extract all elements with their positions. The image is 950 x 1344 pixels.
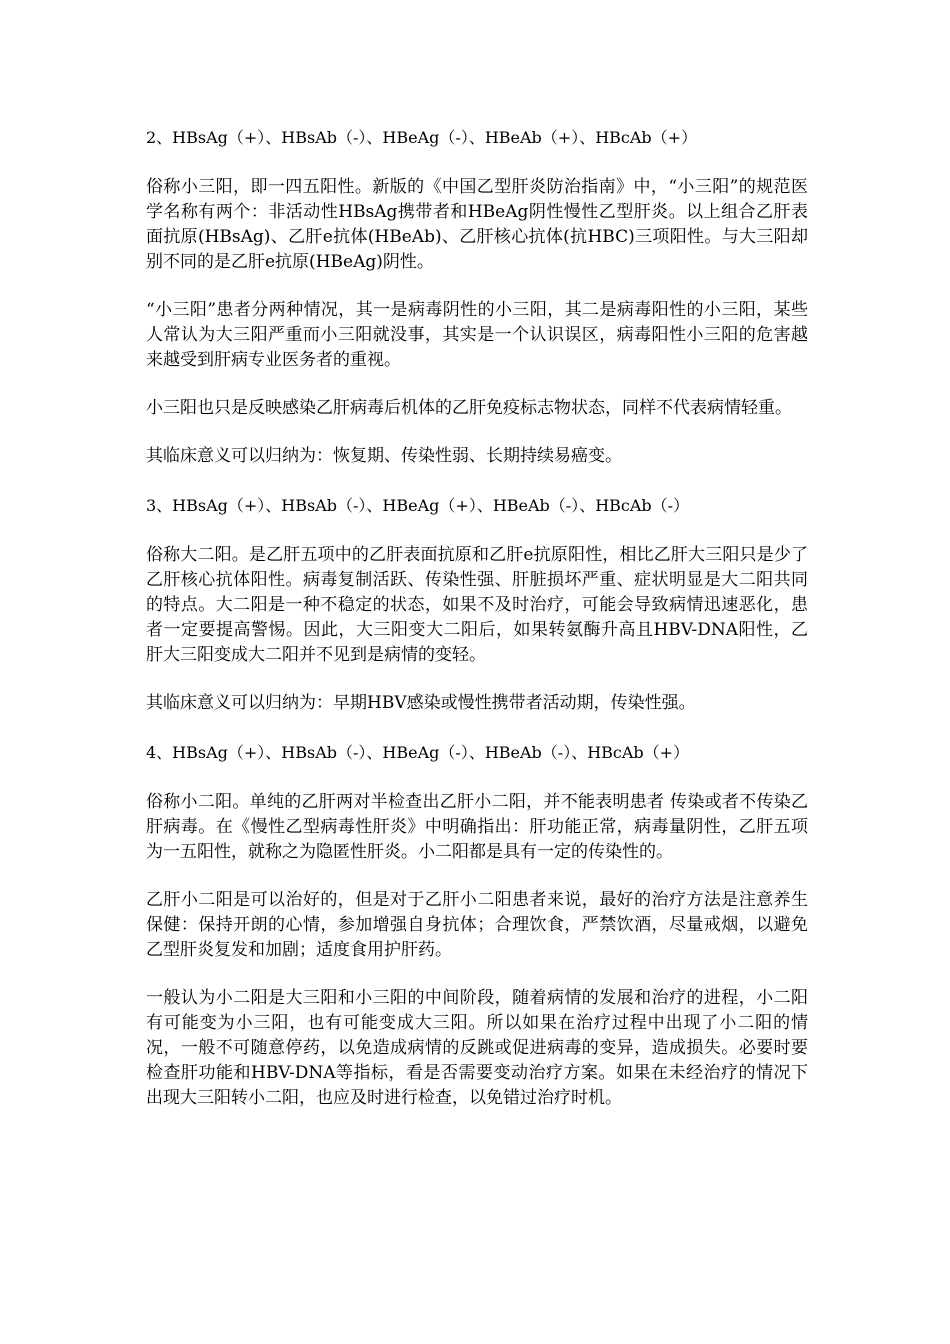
- paragraph: 小三阳也只是反映感染乙肝病毒后机体的乙肝免疫标志物状态，同样不代表病情轻重。: [146, 398, 792, 418]
- section-small-two-positive: [146, 739, 808, 1111]
- paragraph: “小三阳”患者分两种情况，其一是病毒阴性的小三阳，其二是病毒阳性的小三阳，某些人常认为大三阳严重而小三阳就没事，其实是一个认识误区，病毒阳性小三阳的危害越来越受到肝病专业医务者的重视。: [146, 300, 808, 370]
- paragraph: 俗称小三阳，即一四五阳性。新版的《中国乙型肝炎防治指南》中，“小三阳”的规范医学名称有两个：非活动性HBsAg携带者和HBeAg阴性慢性乙型肝炎。以上组合乙肝表面抗原(HBsAg)、乙肝e抗体(HBeAb)、乙肝核心抗体(抗HBC)三项阳性。与大三阳却别不同的是乙肝e抗原(HBeAg)阴性。: [146, 177, 808, 272]
- document-page: [146, 124, 808, 1134]
- section-big-two-positive: [146, 492, 808, 716]
- paragraph: 一般认为小二阳是大三阳和小三阳的中间阶段，随着病情的发展和治疗的进程，小二阳有可能变为小三阳，也有可能变成大三阳。所以如果在治疗过程中出现了小二阳的情况，一般不可随意停药，以免造成病情的反跳或促进病毒的变异，造成损失。必要时要检查肝功能和HBV-DNA等指标，看是否需要变动治疗方案。如果在未经治疗的情况下出现大三阳转小二阳，也应及时进行检查，以免错过治疗时机。: [146, 988, 808, 1108]
- paragraph: 其临床意义可以归纳为：恢复期、传染性弱、长期持续易癌变。: [146, 446, 622, 466]
- paragraph: 其临床意义可以归纳为：早期HBV感染或慢性携带者活动期，传染性强。: [146, 693, 696, 713]
- paragraph: 俗称大二阳。是乙肝五项中的乙肝表面抗原和乙肝e抗原阳性，相比乙肝大三阳只是少了乙肝核心抗体阳性。病毒复制活跃、传染性强、肝脏损坏严重、症状明显是大二阳共同的特点。大二阳是一种不稳定的状态，如果不及时治疗，可能会导致病情迅速恶化，患者一定要提高警惕。因此，大三阳变大二阳后，如果转氨酶升高且HBV-DNA阳性，乙肝大三阳变成大二阳并不见到是病情的变轻。: [146, 545, 808, 665]
- section-heading: 2、HBsAg（+）、HBsAb（-）、HBeAg（-）、HBeAb（+）、HBcAb（+）: [146, 128, 698, 147]
- section-heading: 4、HBsAg（+）、HBsAb（-）、HBeAg（-）、HBeAb（-）、HBcAb（+）: [146, 743, 690, 762]
- section-heading: 3、HBsAg（+）、HBsAb（-）、HBeAg（+）、HBeAb（-）、HBcAb（-）: [146, 496, 690, 515]
- paragraph: 俗称小二阳。单纯的乙肝两对半检查出乙肝小二阳，并不能表明患者 传染或者不传染乙肝病毒。在《慢性乙型病毒性肝炎》中明确指出：肝功能正常，病毒量阴性，乙肝五项为一五阳性，就称之为隐匿性肝炎。小二阳都是具有一定的传染性的。: [146, 792, 808, 862]
- paragraph: 乙肝小二阳是可以治好的，但是对于乙肝小二阳患者来说，最好的治疗方法是注意养生保健：保持开朗的心情，参加增强自身抗体；合理饮食，严禁饮酒，尽量戒烟，以避免乙型肝炎复发和加剧；适度食用护肝药。: [146, 890, 808, 960]
- section-small-three-positive: [146, 124, 808, 469]
